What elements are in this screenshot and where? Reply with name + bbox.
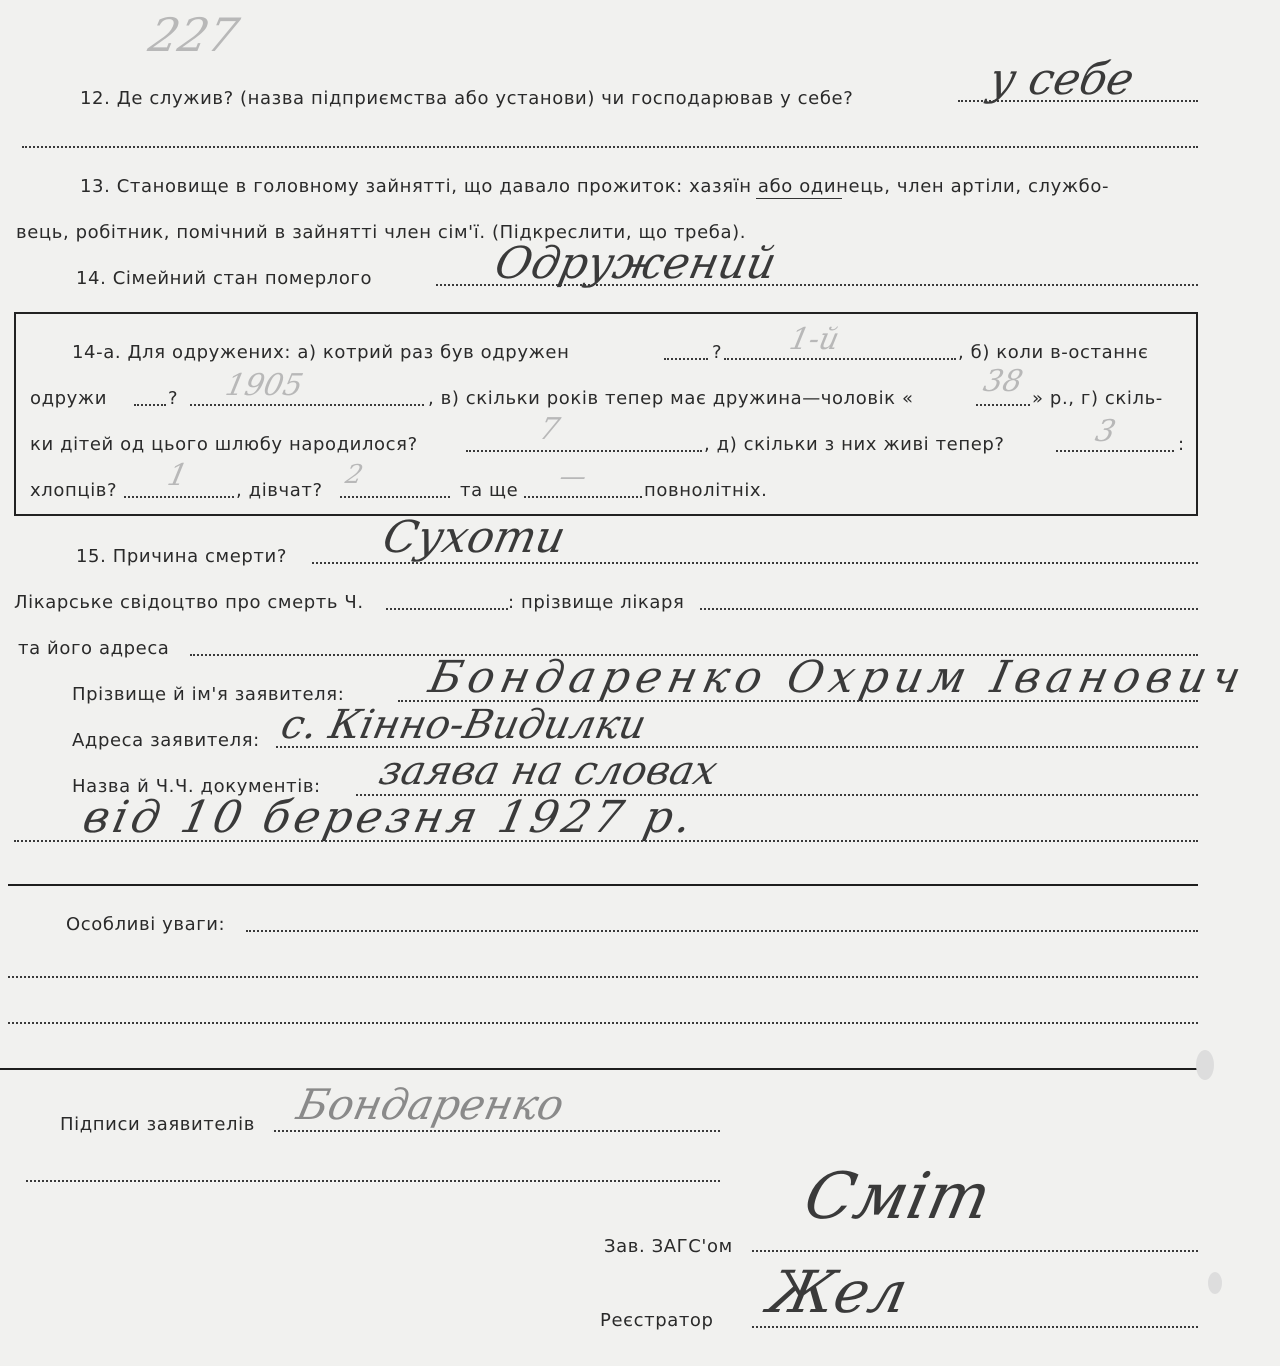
q14a-a-question: ? [712, 342, 723, 363]
signatures-line-2 [26, 1180, 720, 1182]
q14a-g-line [466, 450, 702, 452]
q14a-boys-label: хлопців? [30, 480, 118, 501]
q14a-v-line [976, 404, 1030, 406]
q15-label: 15. Причина смерти? [76, 546, 287, 567]
edge-mark-2 [1208, 1272, 1222, 1294]
applicant-name-label: Прізвище й ім'я заявителя: [72, 684, 345, 705]
q14a-adults-label: повнолітніх. [644, 480, 768, 501]
notes-label: Особливі уваги: [66, 914, 226, 935]
q14a-a-answer: 1-й [786, 322, 843, 357]
q14a-line2-v-label: , в) скільки років тепер має дружина—чоловік « [428, 388, 914, 409]
q14a-b-line [134, 404, 166, 406]
notes-line-3 [8, 1022, 1198, 1024]
q14a-more-line [524, 496, 642, 498]
q14a-a-line2 [724, 358, 956, 360]
doctor-name-line [700, 608, 1198, 610]
q14a-line3-d-label: , д) скільки з них живі тепер? [704, 434, 1005, 455]
page-number-handwritten: 227 [144, 8, 244, 62]
q14a-b-question: ? [168, 388, 179, 409]
q14a-g-answer: 7 [536, 412, 563, 447]
signatures-line-1 [274, 1130, 720, 1132]
edge-mark-1 [1196, 1050, 1214, 1080]
head-of-registry-line [752, 1250, 1198, 1252]
q14a-girls-line [340, 496, 450, 498]
doctor-address-label: та його адреса [18, 638, 170, 659]
q14a-line3-colon: : [1178, 434, 1185, 455]
registrar-signature: Жел [762, 1258, 914, 1326]
q14a-line3-label: ки дітей од цього шлюбу народилося? [30, 434, 418, 455]
q14a-v-answer: 38 [980, 364, 1026, 399]
q14a-d-answer: 3 [1092, 414, 1119, 449]
q14a-line1-label: 14-а. Для одружених: а) котрий раз був одружен [72, 342, 570, 363]
q14a-a-line [664, 358, 708, 360]
q14a-girls-answer: 2 [342, 460, 366, 490]
q14a-line1-b-label: , б) коли в-останнє [958, 342, 1149, 363]
q13-label-line2: вець, робітник, помічний в зайнятті член сім'ї. (Підкреслити, що треба). [16, 222, 747, 243]
q14a-more-answer: — [556, 462, 590, 492]
documents-label: Назва й Ч.Ч. документів: [72, 776, 321, 797]
q14a-line2-g-label: » р., г) скіль- [1032, 388, 1163, 409]
q12-label: 12. Де служив? (назва підприємства або установи) чи господарював у себе? [80, 88, 854, 109]
doctor-name-label: : прізвище лікаря [508, 592, 685, 613]
q15-answer: Сухоти [378, 512, 570, 563]
applicant-name-handwritten: Бондаренко Охрим Іванович [424, 652, 1252, 703]
registrar-label: Реєстратор [600, 1310, 714, 1331]
signatures-label: Підписи заявителів [60, 1114, 255, 1135]
head-of-registry-label: Зав. ЗАГС'ом [604, 1236, 733, 1257]
section-divider-1 [8, 884, 1198, 886]
section-divider-2 [0, 1068, 1200, 1070]
q14a-boys-answer: 1 [164, 458, 191, 493]
q14a-line2-label: одружи [30, 388, 108, 409]
notes-line-1 [246, 930, 1198, 932]
documents-handwritten-2: від 10 березня 1927 р. [78, 792, 701, 843]
q14a-b-line2 [190, 404, 424, 406]
doctor-certificate-line [386, 608, 508, 610]
q14a-b-answer: 1905 [222, 368, 307, 403]
notes-line-2 [8, 976, 1198, 978]
applicant-address-label: Адреса заявителя: [72, 730, 260, 751]
q14a-boys-line [124, 496, 234, 498]
applicant-address-handwritten: с. Кінно-Видилки [277, 702, 651, 748]
q14a-girls-label: , дівчат? [236, 480, 323, 501]
q14-label: 14. Сімейний стан померлого [76, 268, 373, 289]
doctor-certificate-label: Лікарське свідоцтво про смерть Ч. [14, 592, 364, 613]
applicant-signature: Бондаренко [292, 1080, 569, 1129]
q12-answer: у себе [984, 54, 1139, 105]
q12-second-line [22, 146, 1198, 148]
q13-underline-owner [756, 198, 842, 199]
head-of-registry-signature: Сміт [798, 1160, 998, 1234]
q14a-d-line [1056, 450, 1174, 452]
q14-answer: Одружений [490, 238, 781, 289]
documents-handwritten-1: заява на словах [375, 748, 722, 794]
q14a-more-label: та ще [460, 480, 519, 501]
q13-label-line1: 13. Становище в головному зайнятті, що давало прожиток: хазяїн або одинець, член артіли, службо- [80, 176, 1110, 197]
registrar-line [752, 1326, 1198, 1328]
